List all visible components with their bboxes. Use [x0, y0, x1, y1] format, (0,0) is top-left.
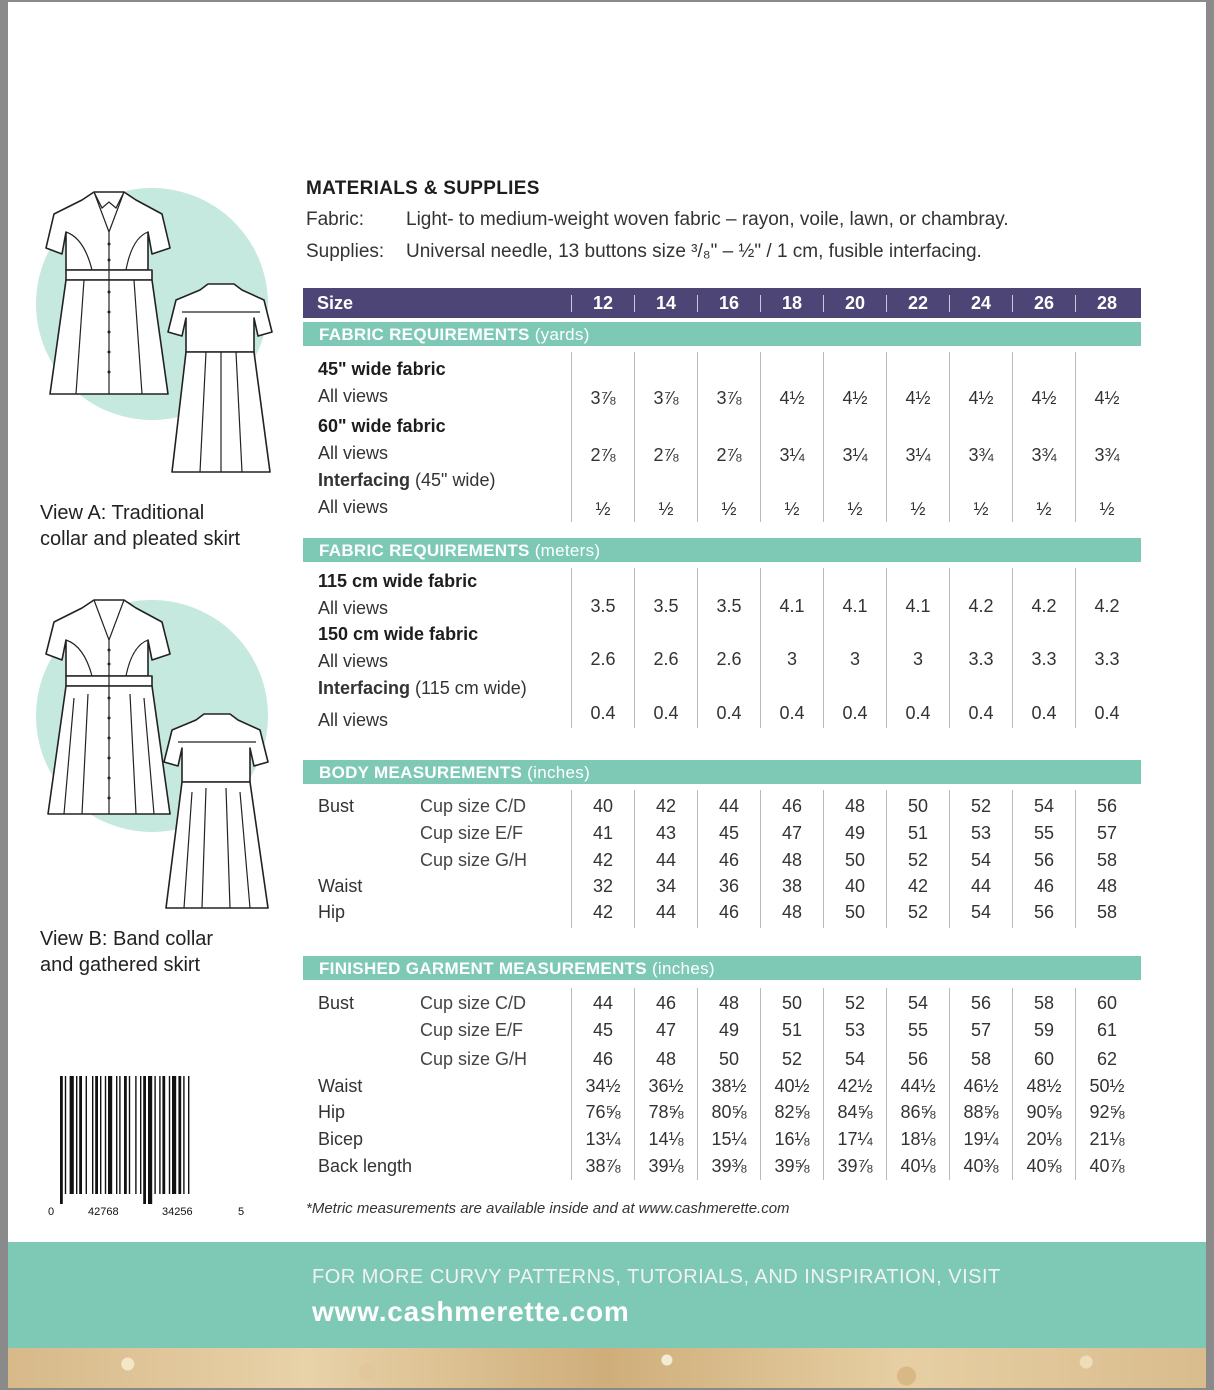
meters-150-size-12: 2.6: [590, 649, 616, 669]
supplies-text: Universal needle, 13 buttons size ³/₈" – ½" / 1 cm, fusible interfacing.: [406, 241, 982, 262]
finished-cup2-label: Cup size E/F: [420, 1020, 524, 1040]
body-waist-size-26: 46: [1033, 876, 1055, 896]
finished-bust-gh-size-14: 48: [655, 1049, 677, 1069]
finished-hip-size-28: 92⅝: [1089, 1102, 1125, 1122]
barcode-group2: 34256: [162, 1206, 193, 1218]
size-header-24: 24: [970, 293, 992, 313]
finished-waist-size-16: 38½: [711, 1076, 747, 1096]
meters-interfacing-heading: [318, 678, 527, 699]
meters-interfacing-size-26: 0.4: [1031, 703, 1057, 723]
finished-back-length-size-14: 39⅛: [648, 1156, 684, 1176]
footer-banner: [8, 1242, 1206, 1348]
barcode-bar: [135, 1076, 136, 1194]
finished-hip-size-12: 76⅝: [585, 1102, 621, 1122]
barcode-bar: [65, 1076, 66, 1194]
size-header-28: 28: [1096, 293, 1118, 313]
body-bust-ef-size-12: 41: [592, 823, 614, 843]
finished-bust-cd-size-18: 50: [781, 993, 803, 1013]
finished-bust-cd-size-22: 54: [907, 993, 929, 1013]
metric-footnote: *Metric measurements are available inside and at www.cashmerette.com: [306, 1200, 790, 1217]
barcode: [58, 1076, 238, 1204]
meters-interfacing-size-24: 0.4: [968, 703, 994, 723]
meters-interfacing-size-20: 0.4: [842, 703, 868, 723]
size-header-12: 12: [592, 293, 614, 313]
yards-section-title: FABRIC REQUIREMENTS: [319, 325, 530, 344]
finished-bicep-size-26: 20⅛: [1026, 1129, 1062, 1149]
body-bust-cd-size-18: 46: [781, 796, 803, 816]
finished-bust-ef-size-18: 51: [781, 1020, 803, 1040]
finished-cup3-label: Cup size G/H: [420, 1049, 528, 1069]
yards-interfacing-size-16: ½: [721, 499, 737, 519]
finished-waist-size-24: 46½: [963, 1076, 999, 1096]
barcode-bar: [154, 1076, 155, 1194]
yards-column-divider: [823, 352, 824, 522]
body-bust-ef-size-22: 51: [907, 823, 929, 843]
yards-interfacing-size-28: ½: [1099, 499, 1115, 519]
finished-bust-cd-size-16: 48: [718, 993, 740, 1013]
finished-bicep-size-28: 21⅛: [1089, 1129, 1125, 1149]
fabric-label: Fabric:: [306, 209, 365, 230]
view-a-caption: [40, 500, 240, 552]
body-bust-ef-size-16: 45: [718, 823, 740, 843]
size-header-separator: [823, 295, 824, 312]
size-header-separator: [634, 295, 635, 312]
finished-bust-cd-size-12: 44: [592, 993, 614, 1013]
meters-150-heading: 150 cm wide fabric: [318, 624, 479, 644]
finished-back-length-size-22: 40⅛: [900, 1156, 936, 1176]
yards-45-size-18: 4½: [779, 388, 805, 408]
yards-interfacing-size-22: ½: [910, 499, 926, 519]
finished-bust-gh-size-28: 62: [1096, 1049, 1118, 1069]
yards-interfacing-size-24: ½: [973, 499, 989, 519]
yards-60-label: All views: [318, 443, 389, 463]
body-bust-ef-size-14: 43: [655, 823, 677, 843]
footer-website-link[interactable]: www.cashmerette.com: [312, 1296, 630, 1327]
meters-150-label: All views: [318, 651, 389, 671]
finished-bust-ef-size-20: 53: [844, 1020, 866, 1040]
body-waist-size-12: 32: [592, 876, 614, 896]
finished-bust-ef-size-28: 61: [1096, 1020, 1118, 1040]
view-b-caption: [40, 926, 213, 978]
meters-115-size-18: 4.1: [779, 596, 805, 616]
finished-bust-ef-size-12: 45: [592, 1020, 614, 1040]
yards-column-divider: [571, 352, 572, 522]
meters-150-size-28: 3.3: [1094, 649, 1120, 669]
meters-115-heading: 115 cm wide fabric: [318, 571, 478, 591]
body-bust-gh-size-16: 46: [718, 850, 740, 870]
body-hip-size-20: 50: [844, 902, 866, 922]
size-header-separator: [571, 295, 572, 312]
finished-bust-cd-size-20: 52: [844, 993, 866, 1013]
supplies-line: [306, 241, 982, 263]
finished-hip-size-24: 88⅝: [963, 1102, 999, 1122]
body-bust-ef-size-26: 55: [1033, 823, 1055, 843]
finished-bust-cd-size-14: 46: [655, 993, 677, 1013]
body-bust-gh-size-14: 44: [655, 850, 677, 870]
size-header-18: 18: [781, 293, 803, 313]
finished-section-bar: [303, 956, 1141, 980]
size-header-16: 16: [718, 293, 740, 313]
yards-interfacing-heading-unit: (45" wide): [415, 470, 496, 490]
barcode-bar: [129, 1076, 130, 1194]
body-bust-gh-size-20: 50: [844, 850, 866, 870]
barcode-bar: [79, 1076, 82, 1194]
finished-back-length-size-26: 40⅝: [1026, 1156, 1062, 1176]
finished-back-length-size-16: 39⅜: [711, 1156, 747, 1176]
size-header: [303, 288, 1141, 318]
finished-bust-cd-size-24: 56: [970, 993, 992, 1013]
body-waist-size-16: 36: [718, 876, 740, 896]
size-header-26: 26: [1033, 293, 1055, 313]
barcode-bar: [162, 1076, 165, 1194]
yards-60-size-14: 2⅞: [653, 445, 679, 465]
view-b-dress-front-illustration: [44, 598, 174, 830]
yards-60-size-28: 3¾: [1094, 445, 1120, 465]
body-bust-cd-size-12: 40: [592, 796, 614, 816]
view-b-caption-line2: and gathered skirt: [40, 954, 201, 976]
body-cup2-label: Cup size E/F: [420, 823, 524, 843]
yards-interfacing-label: All views: [318, 497, 389, 517]
yards-60-size-16: 2⅞: [716, 445, 742, 465]
finished-bust-cd-size-28: 60: [1096, 993, 1118, 1013]
finished-bicep-size-22: 18⅛: [900, 1129, 936, 1149]
barcode-bar: [108, 1076, 112, 1194]
pattern-back-cover: [8, 2, 1206, 1388]
meters-150-size-24: 3.3: [968, 649, 994, 669]
meters-interfacing-size-14: 0.4: [653, 703, 679, 723]
finished-waist-size-22: 44½: [900, 1076, 936, 1096]
barcode-bar: [178, 1076, 181, 1194]
finished-section-title: FINISHED GARMENT MEASUREMENTS: [319, 959, 647, 978]
view-a-caption-line1: View A: Traditional: [40, 502, 205, 524]
sand-texture-strip: [8, 1348, 1206, 1388]
barcode-group1: 42768: [88, 1206, 119, 1218]
yards-section-unit: (yards): [534, 325, 590, 344]
yards-interfacing-size-20: ½: [847, 499, 863, 519]
barcode-bar: [119, 1076, 120, 1194]
view-a-dress-front-illustration: [44, 188, 174, 412]
yards-45-label: All views: [318, 386, 389, 406]
finished-bust-ef-size-16: 49: [718, 1020, 740, 1040]
yards-45-size-26: 4½: [1031, 388, 1057, 408]
finished-bicep-size-12: 13¼: [585, 1129, 621, 1149]
yards-45-heading: 45" wide fabric: [318, 359, 446, 379]
barcode-bar: [169, 1076, 170, 1194]
finished-bust-ef-size-14: 47: [655, 1020, 677, 1040]
meters-interfacing-size-22: 0.4: [905, 703, 931, 723]
body-bust-ef-size-18: 47: [781, 823, 803, 843]
yards-column-divider: [760, 352, 761, 522]
finished-waist-size-26: 48½: [1026, 1076, 1062, 1096]
body-hip-size-18: 48: [781, 902, 803, 922]
view-b-caption-line1: View B: Band collar: [40, 928, 214, 950]
body-hip-size-12: 42: [592, 902, 614, 922]
size-header-14: 14: [655, 293, 677, 313]
meters-interfacing-size-16: 0.4: [716, 703, 742, 723]
body-bust-cd-size-26: 54: [1033, 796, 1055, 816]
yards-60-size-12: 2⅞: [590, 445, 616, 465]
finished-bust-gh-size-22: 56: [907, 1049, 929, 1069]
yards-interfacing-heading: [318, 470, 495, 491]
meters-interfacing-heading-unit: (115 cm wide): [415, 678, 527, 698]
finished-hip-size-14: 78⅝: [648, 1102, 684, 1122]
barcode-bar: [159, 1076, 160, 1194]
meters-115-size-12: 3.5: [590, 596, 616, 616]
meters-115-size-28: 4.2: [1094, 596, 1120, 616]
meters-150-size-16: 2.6: [716, 649, 742, 669]
yards-45-size-24: 4½: [968, 388, 994, 408]
view-b-dress-back-illustration: [162, 712, 272, 912]
finished-cup1-label: Cup size C/D: [420, 993, 527, 1013]
body-bust-cd-size-22: 50: [907, 796, 929, 816]
meters-115-size-24: 4.2: [968, 596, 994, 616]
meters-150-size-26: 3.3: [1031, 649, 1057, 669]
body-hip-size-24: 54: [970, 902, 992, 922]
yards-column-divider: [886, 352, 887, 522]
body-waist-size-24: 44: [970, 876, 992, 896]
yards-column-divider: [1012, 352, 1013, 522]
meters-115-size-20: 4.1: [842, 596, 868, 616]
body-waist-size-22: 42: [907, 876, 929, 896]
finished-back-length-size-12: 38⅞: [585, 1156, 621, 1176]
meters-150-size-18: 3: [786, 649, 797, 669]
size-header-20: 20: [844, 293, 866, 313]
yards-column-divider: [697, 352, 698, 522]
finished-hip-size-22: 86⅝: [900, 1102, 936, 1122]
meters-interfacing-label: All views: [318, 710, 389, 730]
fabric-text: Light- to medium-weight woven fabric – rayon, voile, lawn, or chambray.: [406, 209, 1009, 230]
yards-60-heading: 60" wide fabric: [318, 416, 446, 436]
size-header-separator: [886, 295, 887, 312]
barcode-bar: [124, 1076, 127, 1194]
finished-bust-ef-size-22: 55: [907, 1020, 929, 1040]
body-waist-label: Waist: [318, 876, 363, 896]
meters-interfacing-size-12: 0.4: [590, 703, 616, 723]
body-bust-gh-size-18: 48: [781, 850, 803, 870]
yards-60-size-24: 3¾: [968, 445, 994, 465]
size-header-label: Size: [317, 293, 354, 313]
meters-interfacing-heading-bold: Interfacing: [318, 678, 411, 698]
barcode-bar: [172, 1076, 176, 1194]
finished-bicep-size-18: 16⅛: [774, 1129, 810, 1149]
barcode-bar: [60, 1076, 63, 1204]
finished-waist-size-18: 40½: [774, 1076, 810, 1096]
size-header-separator: [760, 295, 761, 312]
finished-bicep-size-16: 15¼: [711, 1129, 747, 1149]
finished-bust-ef-size-24: 57: [970, 1020, 992, 1040]
body-bust-ef-size-24: 53: [970, 823, 992, 843]
body-bust-cd-size-16: 44: [718, 796, 740, 816]
view-a-dress-back-illustration: [166, 282, 276, 478]
finished-bust-gh-size-26: 60: [1033, 1049, 1055, 1069]
body-waist-size-14: 34: [655, 876, 677, 896]
body-waist-size-28: 48: [1096, 876, 1118, 896]
barcode-bar: [95, 1076, 98, 1194]
body-bust-gh-size-28: 58: [1096, 850, 1118, 870]
body-bust-cd-size-14: 42: [655, 796, 677, 816]
meters-section-title: FABRIC REQUIREMENTS: [319, 541, 530, 560]
meters-interfacing-size-28: 0.4: [1094, 703, 1120, 723]
yards-45-size-16: 3⅞: [716, 388, 742, 408]
yards-60-size-18: 3¼: [779, 445, 805, 465]
finished-bust-gh-size-20: 54: [844, 1049, 866, 1069]
barcode-bar: [143, 1076, 146, 1204]
body-bust-ef-size-28: 57: [1096, 823, 1118, 843]
barcode-bar: [183, 1076, 184, 1194]
body-bust-gh-size-24: 54: [970, 850, 992, 870]
body-section-unit: (inches): [527, 763, 591, 782]
yards-60-size-26: 3¾: [1031, 445, 1057, 465]
barcode-bar: [105, 1076, 106, 1194]
finished-bicep-label: Bicep: [318, 1129, 364, 1149]
meters-115-size-22: 4.1: [905, 596, 931, 616]
finished-bust-label: Bust: [318, 993, 355, 1013]
finished-hip-size-20: 84⅝: [837, 1102, 873, 1122]
yards-column-divider: [634, 352, 635, 522]
size-header-separator: [1075, 295, 1076, 312]
finished-bust-cd-size-26: 58: [1033, 993, 1055, 1013]
finished-back-length-label: Back length: [318, 1156, 413, 1176]
body-hip-size-22: 52: [907, 902, 929, 922]
barcode-bar: [116, 1076, 117, 1194]
yards-section-bar: [303, 322, 1141, 346]
body-bust-gh-size-12: 42: [592, 850, 614, 870]
finished-back-length-size-18: 39⅝: [774, 1156, 810, 1176]
barcode-bar: [70, 1076, 74, 1194]
finished-bicep-size-24: 19¼: [963, 1129, 999, 1149]
barcode-bar: [86, 1076, 87, 1194]
size-header-separator: [949, 295, 950, 312]
finished-bust-gh-size-18: 52: [781, 1049, 803, 1069]
finished-hip-size-18: 82⅝: [774, 1102, 810, 1122]
finished-back-length-size-24: 40⅜: [963, 1156, 999, 1176]
yards-45-size-22: 4½: [905, 388, 931, 408]
meters-interfacing-size-18: 0.4: [779, 703, 805, 723]
finished-back-length-size-20: 39⅞: [837, 1156, 873, 1176]
body-bust-gh-size-26: 56: [1033, 850, 1055, 870]
meters-115-label: All views: [318, 598, 389, 618]
meters-section-bar: [303, 538, 1141, 562]
meters-115-size-14: 3.5: [653, 596, 679, 616]
view-a-caption-line2: collar and pleated skirt: [40, 528, 241, 550]
finished-hip-size-26: 90⅝: [1026, 1102, 1062, 1122]
finished-bust-gh-size-12: 46: [592, 1049, 614, 1069]
body-section-bar: [303, 760, 1141, 784]
body-hip-size-28: 58: [1096, 902, 1118, 922]
size-header-separator: [697, 295, 698, 312]
materials-title: MATERIALS & SUPPLIES: [306, 178, 540, 199]
body-cup3-label: Cup size G/H: [420, 850, 528, 870]
finished-hip-size-16: 80⅝: [711, 1102, 747, 1122]
finished-waist-label: Waist: [318, 1076, 363, 1096]
body-section-title: BODY MEASUREMENTS: [319, 763, 523, 782]
body-hip-label: Hip: [318, 902, 346, 922]
barcode-bar: [92, 1076, 93, 1194]
finished-back-length-size-28: 40⅞: [1089, 1156, 1125, 1176]
finished-bust-gh-size-16: 50: [718, 1049, 740, 1069]
footer-tagline: FOR MORE CURVY PATTERNS, TUTORIALS, AND INSPIRATION, VISIT: [312, 1266, 1001, 1288]
yards-45-size-14: 3⅞: [653, 388, 679, 408]
yards-45-size-20: 4½: [842, 388, 868, 408]
finished-bust-gh-size-24: 58: [970, 1049, 992, 1069]
body-bust-cd-size-28: 56: [1096, 796, 1118, 816]
size-header-22: 22: [907, 293, 929, 313]
barcode-bar: [140, 1076, 141, 1194]
barcode-left-digit: 0: [48, 1206, 55, 1218]
finished-bicep-size-20: 17¼: [837, 1129, 873, 1149]
yards-60-size-20: 3¼: [842, 445, 868, 465]
finished-hip-label: Hip: [318, 1102, 346, 1122]
body-hip-size-26: 56: [1033, 902, 1055, 922]
finished-bicep-size-14: 14⅛: [648, 1129, 684, 1149]
yards-interfacing-size-18: ½: [784, 499, 800, 519]
body-hip-size-16: 46: [718, 902, 740, 922]
meters-150-size-22: 3: [912, 649, 923, 669]
yards-60-size-22: 3¼: [905, 445, 931, 465]
size-header-separator: [1012, 295, 1013, 312]
fabric-line: [306, 209, 1009, 231]
body-bust-label: Bust: [318, 796, 355, 816]
yards-interfacing-size-26: ½: [1036, 499, 1052, 519]
yards-interfacing-heading-bold: Interfacing: [318, 470, 411, 490]
finished-section-unit: (inches): [651, 959, 715, 978]
body-bust-cd-size-24: 52: [970, 796, 992, 816]
body-bust-ef-size-20: 49: [844, 823, 866, 843]
body-hip-size-14: 44: [655, 902, 677, 922]
barcode-bar: [100, 1076, 101, 1194]
yards-interfacing-size-14: ½: [658, 499, 674, 519]
finished-waist-size-28: 50½: [1089, 1076, 1125, 1096]
finished-waist-size-14: 36½: [648, 1076, 684, 1096]
body-bust-cd-size-20: 48: [844, 796, 866, 816]
barcode-bar: [188, 1076, 189, 1194]
finished-bust-ef-size-26: 59: [1033, 1020, 1055, 1040]
yards-45-size-28: 4½: [1094, 388, 1120, 408]
yards-45-size-12: 3⅞: [590, 388, 616, 408]
finished-waist-size-12: 34½: [585, 1076, 621, 1096]
barcode-bar: [148, 1076, 152, 1204]
supplies-label: Supplies:: [306, 241, 385, 262]
body-bust-gh-size-22: 52: [907, 850, 929, 870]
meters-150-size-20: 3: [849, 649, 860, 669]
meters-section-unit: (meters): [534, 541, 601, 560]
body-cup1-label: Cup size C/D: [420, 796, 527, 816]
yards-column-divider: [1075, 352, 1076, 522]
yards-column-divider: [949, 352, 950, 522]
yards-interfacing-size-12: ½: [595, 499, 611, 519]
finished-waist-size-20: 42½: [837, 1076, 873, 1096]
meters-115-size-16: 3.5: [716, 596, 742, 616]
meters-115-size-26: 4.2: [1031, 596, 1057, 616]
body-waist-size-20: 40: [844, 876, 866, 896]
barcode-bar: [76, 1076, 77, 1194]
barcode-right-digit: 5: [238, 1206, 245, 1218]
body-waist-size-18: 38: [781, 876, 803, 896]
meters-150-size-14: 2.6: [653, 649, 679, 669]
